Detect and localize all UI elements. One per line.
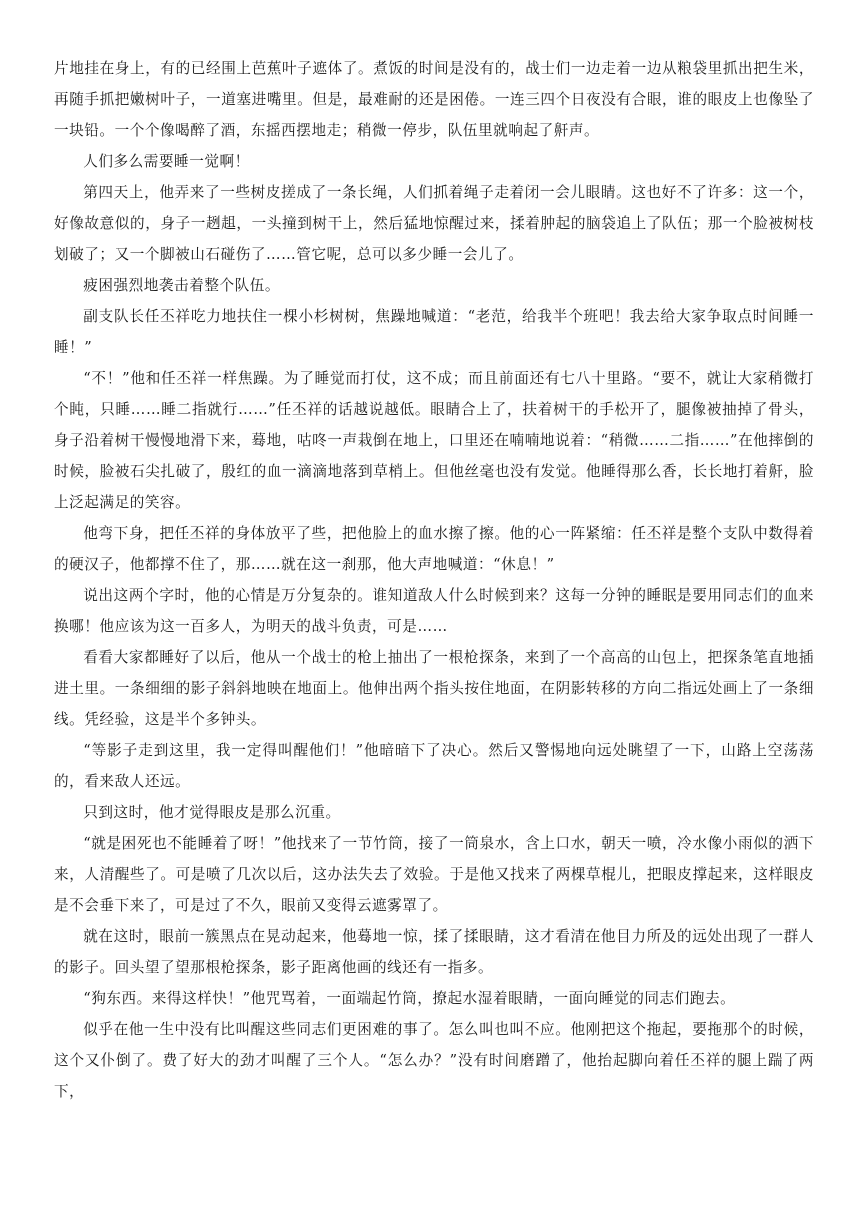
paragraph-15: 似乎在他一生中没有比叫醒这些同志们更困难的事了。怎么叫也叫不应。他刚把这个拖起，要拖那个的时候，这个又仆倒了。费了好大的劲才叫醒了三个人。“怎么办？”没有时间磨蹭了，他抬起脚向着任丕祥的腿上踹了两下， [54,1021,814,1100]
paragraph-10: “等影子走到这里，我一定得叫醒他们！”他暗暗下了决心。然后又警惕地向远处眺望了一下，山路上空荡荡的，看来敌人还远。 [54,742,814,790]
paragraph-4: 疲困强烈地袭击着整个队伍。 [83,277,281,294]
paragraph-7: 他弯下身，把任丕祥的身体放平了些，把他脸上的血水擦了擦。他的心一阵紧缩：任丕祥是整个支队中数得着的硬汉子，他都撑不住了，那……就在这一刹那，他大声地喊道：“休息！” [54,525,814,573]
paragraph-9: 看看大家都睡好了以后，他从一个战士的枪上抽出了一根枪探条，来到了一个高高的山包上，把探条笔直地插进土里。一条细细的影子斜斜地映在地面上。他伸出两个指头按住地面，在阴影转移的方向二指远处画上了一条细线。凭经验，这是半个多钟头。 [54,649,814,728]
paragraph-14: “狗东西。来得这样快！”他咒骂着，一面端起竹筒，撩起水湿着眼睛，一面向睡觉的同志们跑去。 [83,990,736,1007]
paragraph-1: 片地挂在身上，有的已经围上芭蕉叶子遮体了。煮饭的时间是没有的，战士们一边走着一边从粮袋里抓出把生米，再随手抓把嫩树叶子，一道塞进嘴里。但是，最难耐的还是困倦。一连三四个日夜没有合眼，谁的眼皮上也像坠了一块铅。一个个像喝醉了酒，东摇西摆地走；稍微一停步，队伍里就响起了鼾声。 [54,60,814,139]
paragraph-13: 就在这时，眼前一簇黑点在晃动起来，他蓦地一惊，揉了揉眼睛，这才看清在他目力所及的远处出现了一群人的影子。回头望了望那根枪探条，影子距离他画的线还有一指多。 [54,928,814,976]
document-page [54,0,814,1216]
paragraph-11: 只到这时，他才觉得眼皮是那么沉重。 [83,804,341,821]
paragraph-12: “就是困死也不能睡着了呀！”他找来了一节竹筒，接了一筒泉水，含上口水，朝天一喷，冷水像小雨似的洒下来，人清醒些了。可是喷了几次以后，这办法失去了效验。于是他又找来了两棵草棍儿，把眼皮撑起来，这样眼皮是不会垂下来了，可是过了不久，眼前又变得云遮雾罩了。 [54,835,814,914]
paragraph-3: 第四天上，他弄来了一些树皮搓成了一条长绳，人们抓着绳子走着闭一会儿眼睛。这也好不了许多：这一个，好像故意似的，身子一趔趄，一头撞到树干上，然后猛地惊醒过来，揉着肿起的脑袋追上了队伍；那一个脸被树枝划破了；又一个脚被山石碰伤了……管它呢，总可以多少睡一会儿了。 [54,184,814,263]
paragraph-6: “不！”他和任丕祥一样焦躁。为了睡觉而打仗，这不成；而且前面还有七八十里路。“要不，就让大家稍微打个盹，只睡……睡二指就行……”任丕祥的话越说越低。眼睛合上了，扶着树干的手松开了，腿像被抽掉了骨头，身子沿着树干慢慢地滑下来，蓦地，咕咚一声栽倒在地上，口里还在喃喃地说着：“稍微……二指……”在他摔倒的时候，脸被石尖扎破了，殷红的血一滴滴地落到草梢上。但他丝毫也没有发觉。他睡得那么香，长长地打着鼾，脸上泛起满足的笑容。 [54,370,814,511]
paragraph-2: 人们多么需要睡一觉啊！ [83,153,250,170]
paragraph-5: 副支队长任丕祥吃力地扶住一棵小杉树树，焦躁地喊道：“老范，给我半个班吧！我去给大家争取点时间睡一睡！” [54,308,814,356]
paragraph-8: 说出这两个字时，他的心情是万分复杂的。谁知道敌人什么时候到来？这每一分钟的睡眠是要用同志们的血来换哪！他应该为这一百多人，为明天的战斗负责，可是…… [54,587,814,635]
